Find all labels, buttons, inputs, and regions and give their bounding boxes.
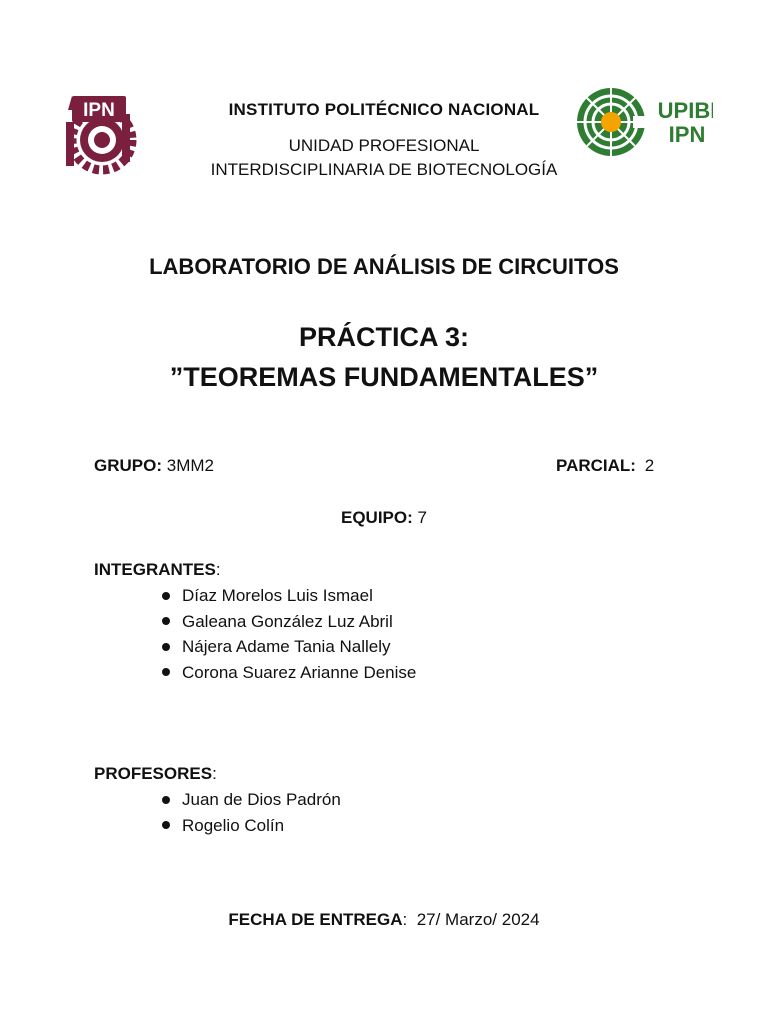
list-item [162, 813, 341, 839]
profesores-heading: PROFESORES: [94, 764, 217, 783]
member-name: Nájera Adame Tania Nallely [182, 637, 391, 656]
upibi-logo-ipn-text: IPN [668, 122, 706, 147]
upibi-logo-text: UPIBI [657, 98, 713, 123]
list-item [162, 660, 416, 686]
members-list [162, 583, 416, 685]
equipo-value: 7 [417, 508, 427, 527]
bullet-icon [162, 668, 170, 676]
member-name: Corona Suarez Arianne Denise [182, 662, 417, 682]
list-item [162, 787, 341, 813]
integrantes-label: INTEGRANTES [94, 560, 216, 579]
parcial-label: PARCIAL: [556, 456, 636, 475]
unit-name-line-2: INTERDISCIPLINARIA DE BIOTECNOLOGÍA [210, 160, 558, 179]
integrantes-heading: INTEGRANTES: [94, 560, 221, 579]
list-item [162, 609, 416, 635]
fecha-value: 27/ Marzo/ 2024 [416, 910, 540, 929]
bullet-icon [162, 617, 170, 625]
practice-number: PRÁCTICA 3: [298, 322, 469, 352]
fecha-label: FECHA DE ENTREGA [228, 910, 403, 929]
upibi-logo [575, 86, 713, 158]
lab-title: LABORATORIO DE ANÁLISIS DE CIRCUITOS [149, 254, 619, 279]
grupo-label: GRUPO: [94, 456, 162, 475]
list-item [162, 583, 416, 609]
professor-name: Rogelio Colín [182, 815, 285, 835]
professors-list [162, 787, 341, 838]
ipn-logo-text: IPN [83, 100, 115, 121]
bullet-icon [162, 821, 170, 829]
parcial-value: 2 [644, 456, 655, 475]
bullet-icon [162, 592, 170, 600]
delivery-date: FECHA DE ENTREGA: 27/ Marzo/ 2024 [228, 910, 540, 929]
list-item [162, 634, 416, 660]
parcial-field [556, 456, 654, 476]
bullet-icon [162, 796, 170, 804]
unit-name-line-1: UNIDAD PROFESIONAL [288, 136, 480, 155]
profesores-label: PROFESORES [94, 764, 213, 783]
equipo-field [0, 508, 768, 528]
professor-name: Juan de Dios Padrón [182, 790, 341, 809]
grupo-value: 3MM2 [166, 456, 214, 475]
grupo-field [94, 456, 214, 476]
equipo-label: EQUIPO: [341, 508, 413, 527]
institution-name: INSTITUTO POLITÉCNICO NACIONAL [228, 100, 540, 119]
member-name: Díaz Morelos Luis Ismael [182, 586, 373, 605]
member-name: Galeana González Luz Abril [182, 611, 393, 631]
practice-name: ”TEOREMAS FUNDAMENTALES” [169, 362, 599, 392]
bullet-icon [162, 643, 170, 651]
